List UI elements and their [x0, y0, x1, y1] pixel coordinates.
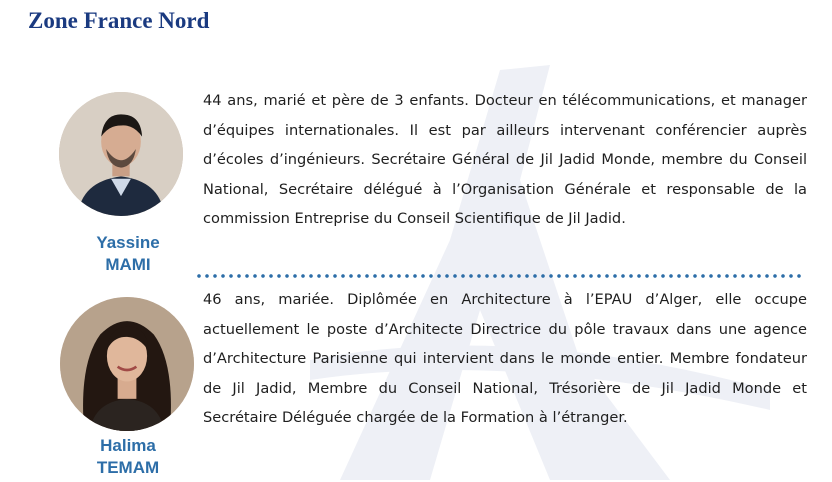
first-name: Yassine — [96, 233, 160, 252]
member-bio: 44 ans, marié et père de 3 enfants. Docteur en télécommunications, et manager d’équipes internationales. Il est par ailleurs intervenant conférencier auprès d’écoles d’ingénieurs. Secrétaire Général de Jil Jadid Monde, membre du Conseil National, Secrétaire délégué à l’Organisation Générale et responsable de la commission Entreprise du Conseil Scientifique de Jil Jadid. — [203, 92, 807, 227]
dotted-divider — [195, 273, 805, 279]
member-entry — [0, 293, 832, 482]
member-bio: 46 ans, mariée. Diplômée en Architecture à l’EPAU d’Alger, elle occupe actuellement le poste d’Architecte Directrice du pôle travaux dans une agence d’Architecture Parisienne qui intervient dans le monde entier. Membre fondateur de Jil Jadid, Membre du Conseil National, Trésorière de Jil Jadid Monde et Secrétaire Déléguée chargée de la Formation à l’étranger. — [203, 291, 807, 426]
member-entry — [0, 88, 832, 274]
last-name: MAMI — [105, 255, 151, 274]
first-name: Halima — [100, 436, 156, 455]
page-title: Zone France Nord — [28, 8, 210, 33]
person-photo-icon — [60, 297, 194, 431]
last-name: TEMAM — [96, 458, 160, 477]
member-name — [78, 435, 178, 479]
member-name — [78, 232, 178, 276]
person-photo-icon — [59, 92, 183, 216]
